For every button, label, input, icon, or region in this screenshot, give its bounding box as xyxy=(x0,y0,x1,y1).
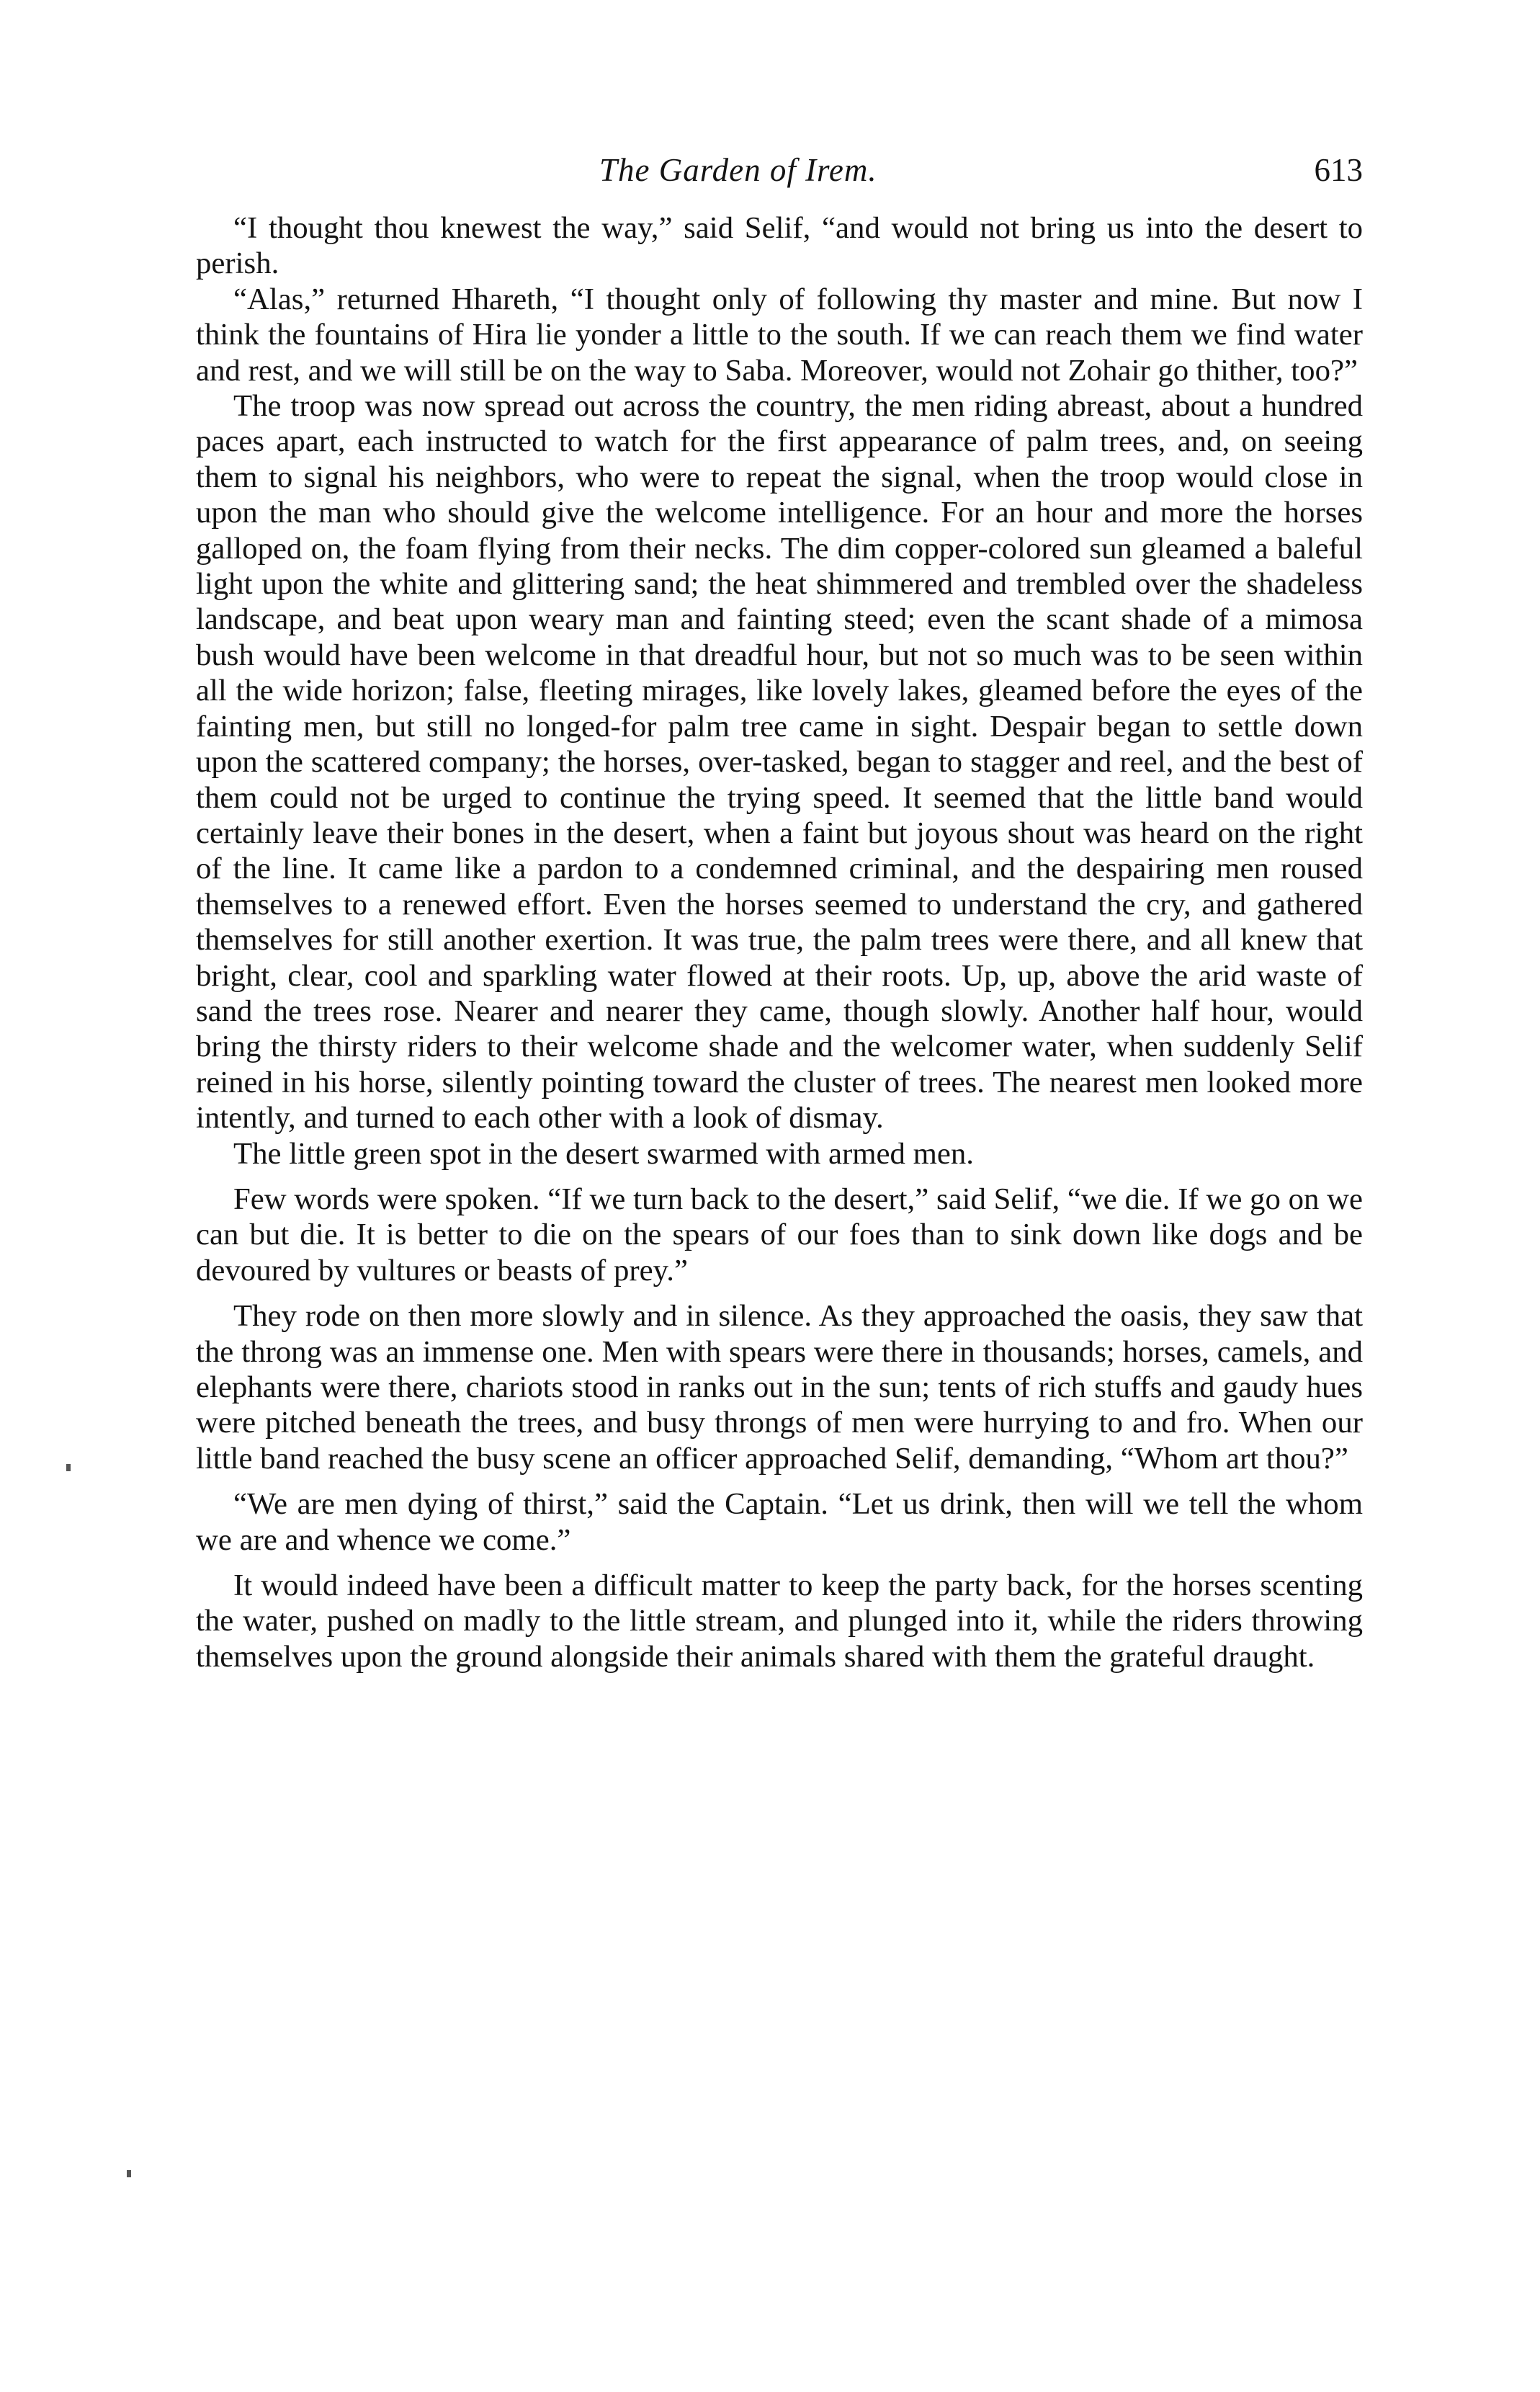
scan-speck xyxy=(66,1464,71,1471)
book-page xyxy=(196,151,1363,1674)
running-head xyxy=(196,151,1363,203)
paragraph: It would indeed have been a difficult matter to keep the party back, for the horses scenting the water, pushed on madly to the little stream, and plunged into it, while the riders throwing themselves upon the ground alongside their animals shared with them the grateful draught. xyxy=(196,1568,1363,1674)
paragraph: The troop was now spread out across the country, the men riding abreast, about a hundred paces apart, each instructed to watch for the first appearance of palm trees, and, on seeing them to signal his neighbors, who were to repeat the signal, when the troop would close in upon the man who should give the welcome intelligence. For an hour and more the horses galloped on, the foam flying from their necks. The dim copper-colored sun gleamed a baleful light upon the white and glittering sand; the heat shimmered and trembled over the shadeless landscape, and beat upon weary man and fainting steed; even the scant shade of a mimosa bush would have been welcome in that dreadful hour, but not so much was to be seen within all the wide horizon; false, fleeting mirages, like lovely lakes, gleamed before the eyes of the fainting men, but still no longed-for palm tree came in sight. Despair began to settle down upon the scattered company; the horses, over-tasked, began to stagger and reel, and the best of them could not be urged to continue the trying speed. It seemed that the little band would certainly leave their bones in the desert, when a faint but joyous shout was heard on the right of the line. It came like a pardon to a condemned criminal, and the despairing men roused themselves to a renewed effort. Even the horses seemed to understand the cry, and gathered themselves for still another exertion. It was true, the palm trees were there, and all knew that bright, clear, cool and sparkling water flowed at their roots. Up, up, above the arid waste of sand the trees rose. Nearer and nearer they came, though slowly. Another half hour, would bring the thirsty riders to their welcome shade and the welcomer water, when suddenly Selif reined in his horse, silently pointing toward the cluster of trees. The nearest men looked more intently, and turned to each other with a look of dismay. xyxy=(196,389,1363,1135)
paragraph: “We are men dying of thirst,” said the Captain. “Let us drink, then will we tell the whom we are and whence we come.” xyxy=(196,1487,1363,1557)
paragraph: “Alas,” returned Hhareth, “I thought only of following thy master and mine. But now I think the fountains of Hira lie yonder a little to the south. If we can reach them we find water and rest, and we will still be on the way to Saba. Moreover, would not Zohair go thither, too?” xyxy=(196,282,1363,388)
paragraph: Few words were spoken. “If we turn back to the desert,” said Selif, “we die. If we go on we can but die. It is better to die on the spears of our foes than to sink down like dogs and be devoured by vultures or beasts of prey.” xyxy=(196,1182,1363,1288)
running-title: The Garden of Irem. xyxy=(599,152,877,188)
paragraph: “I thought thou knewest the way,” said Selif, “and would not bring us into the desert to perish. xyxy=(196,211,1363,281)
body-text xyxy=(196,210,1363,1674)
paragraph: The little green spot in the desert swarmed with armed men. xyxy=(233,1136,975,1171)
scan-speck xyxy=(127,2170,131,2177)
page-number: 613 xyxy=(1314,152,1363,188)
paragraph: They rode on then more slowly and in silence. As they approached the oasis, they saw that the throng was an immense one. Men with spears were there in thousands; horses, camels, and elephants were there, chariots stood in ranks out in the sun; tents of rich stuffs and gaudy hues were pitched beneath the trees, and busy throngs of men were hurrying to and fro. When our little band reached the busy scene an officer approached Selif, demanding, “Whom art thou?” xyxy=(196,1299,1363,1476)
